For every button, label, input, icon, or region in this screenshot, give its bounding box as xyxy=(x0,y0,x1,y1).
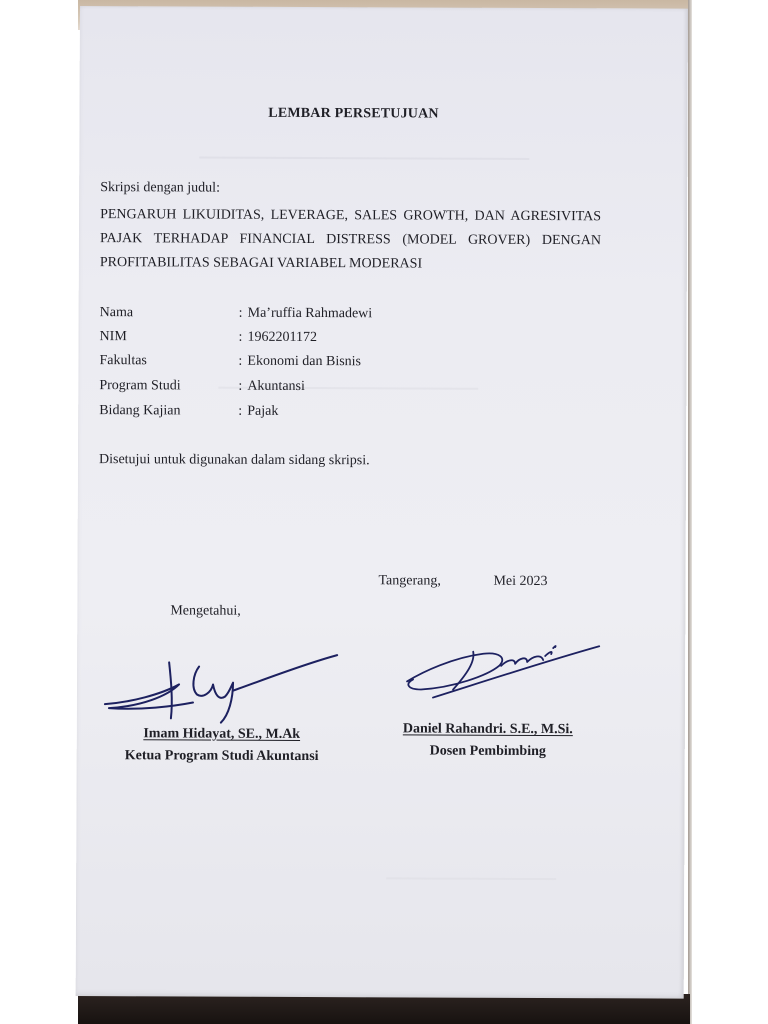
info-colon: : xyxy=(238,305,243,321)
page-title: LEMBAR PERSETUJUAN xyxy=(268,105,439,122)
signature-head-of-program xyxy=(101,644,341,729)
info-colon: : xyxy=(238,378,243,394)
info-colon: : xyxy=(238,329,243,345)
info-colon: : xyxy=(238,403,243,419)
info-value: Ekonomi dan Bisnis xyxy=(247,353,362,370)
info-value: Akuntansi xyxy=(247,378,305,394)
info-label: Bidang Kajian xyxy=(99,403,181,419)
signer-name: Imam Hidayat, SE., M.Ak xyxy=(143,726,301,742)
signer-head-of-program xyxy=(125,726,319,765)
info-label: Fakultas xyxy=(99,353,147,369)
show-through-shadow xyxy=(199,157,529,160)
place-text: Tangerang, xyxy=(378,573,441,589)
table-surface-right xyxy=(688,0,692,1024)
thesis-title: PENGARUH LIKUIDITAS, LEVERAGE, SALES GROWTH, DAN AGRESIVITAS PAJAK TERHADAP FINANCIAL DISTRESS (MODEL GROVER) DENGAN PROFITABILITAS SEBAGAI VARIABEL MODERASI xyxy=(99,207,602,272)
table-surface-bottom xyxy=(78,994,690,1024)
info-label: NIM xyxy=(99,329,127,345)
info-label: Nama xyxy=(99,305,134,321)
acknowledgement-text: Mengetahui, xyxy=(170,603,241,619)
info-value: Pajak xyxy=(247,403,279,419)
signature-supervisor xyxy=(403,631,603,702)
approval-statement: Disetujui untuk digunakan dalam sidang skripsi. xyxy=(98,452,370,469)
info-colon: : xyxy=(238,353,243,369)
signer-name: Daniel Rahandri. S.E., M.Si. xyxy=(402,721,573,738)
show-through-shadow xyxy=(386,877,556,880)
approval-sheet xyxy=(76,6,688,999)
intro-text: Skripsi dengan judul: xyxy=(100,180,221,196)
info-value: Ma’ruffia Rahmadewi xyxy=(247,305,373,322)
signer-role: Ketua Program Studi Akuntansi xyxy=(124,748,319,765)
date-text: Mei 2023 xyxy=(493,573,548,590)
info-value: 1962201172 xyxy=(247,329,318,346)
signer-supervisor xyxy=(403,721,573,760)
info-label: Program Studi xyxy=(99,378,181,394)
signer-role: Dosen Pembimbing xyxy=(429,743,546,760)
